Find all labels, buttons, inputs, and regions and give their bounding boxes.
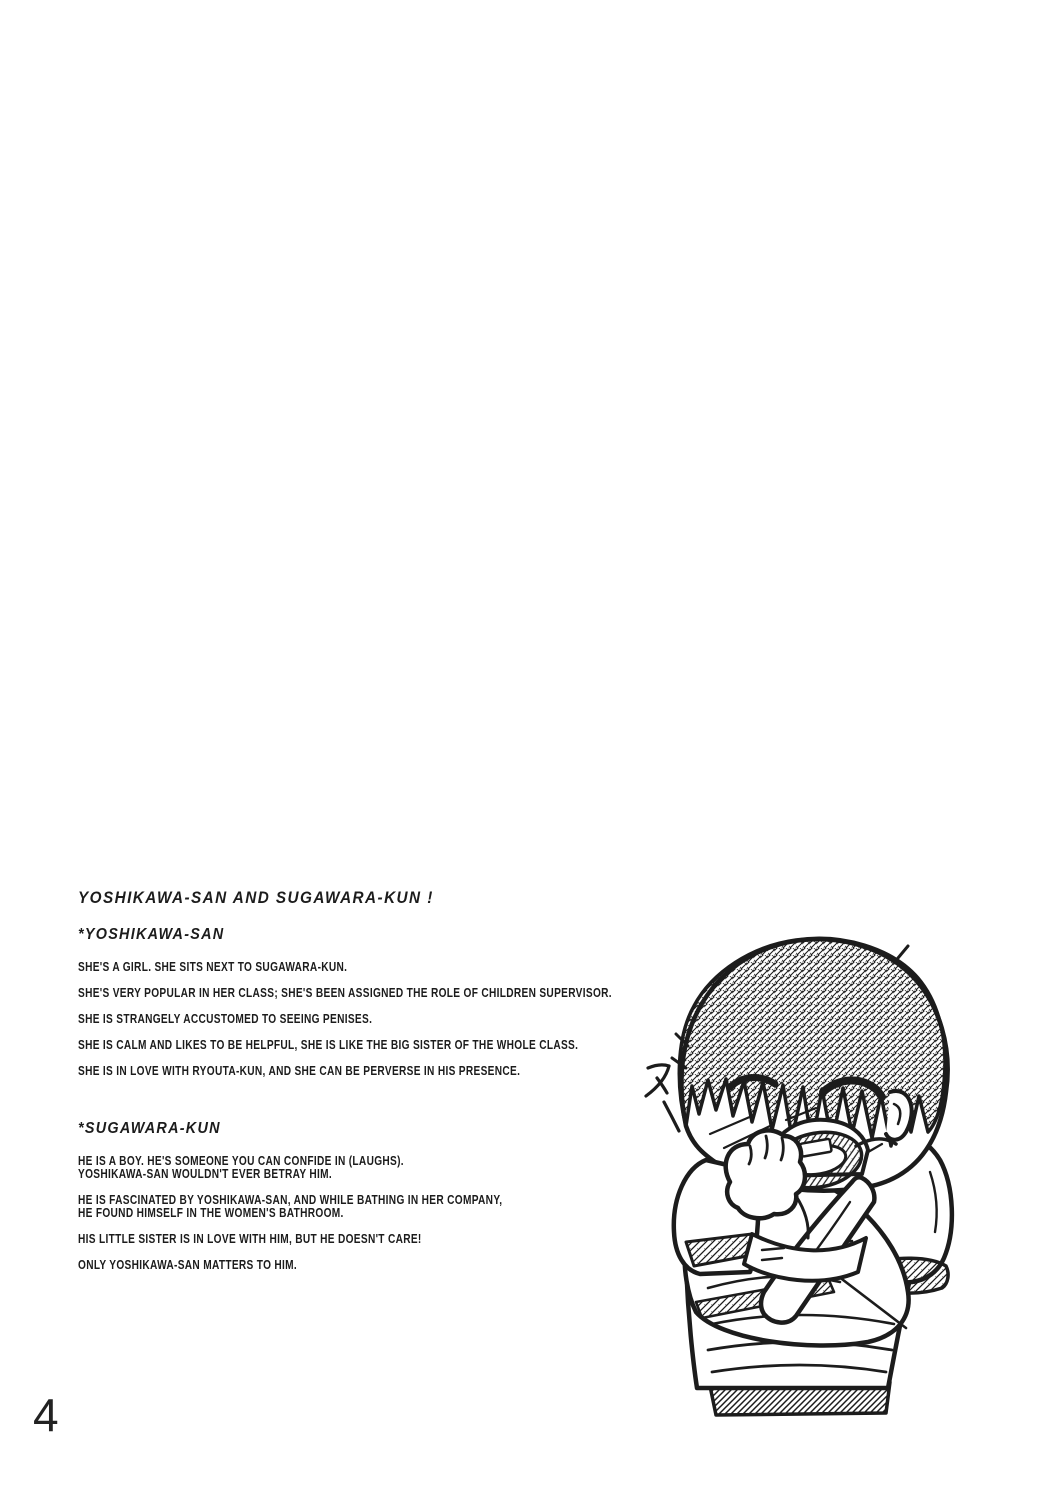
paragraph bbox=[78, 1062, 678, 1078]
text-line: SHE'S VERY POPULAR IN HER CLASS; SHE'S BEEN ASSIGNED THE ROLE OF CHILDREN SUPERVISOR. bbox=[78, 984, 612, 1000]
text-line: SHE IS CALM AND LIKES TO BE HELPFUL, SHE IS LIKE THE BIG SISTER OF THE WHOLE CLASS. bbox=[78, 1036, 579, 1052]
section-yoshikawa bbox=[78, 926, 678, 1091]
text-line: HE IS A BOY. HE'S SOMEONE YOU CAN CONFIDE IN (LAUGHS). bbox=[78, 1153, 404, 1168]
text-line: HE FOUND HIMSELF IN THE WOMEN'S BATHROOM. bbox=[78, 1204, 344, 1220]
text-line: ONLY YOSHIKAWA-SAN MATTERS TO HIM. bbox=[78, 1256, 298, 1272]
paragraph bbox=[78, 1010, 678, 1026]
section-sugawara bbox=[78, 1120, 678, 1284]
paragraph bbox=[78, 984, 678, 1000]
page-number: 4 bbox=[33, 1389, 59, 1441]
paragraph bbox=[78, 1036, 678, 1052]
paragraph bbox=[78, 1155, 678, 1181]
text-line: HE IS FASCINATED BY YOSHIKAWA-SAN, AND WHILE BATHING IN HER COMPANY, bbox=[78, 1191, 503, 1207]
text-line: YOSHIKAWA-SAN WOULDN'T EVER BETRAY HIM. bbox=[78, 1165, 333, 1181]
text-line: SHE'S A GIRL. SHE SITS NEXT TO SUGAWARA-KUN. bbox=[78, 959, 348, 974]
section-heading-sugawara: *SUGAWARA-KUN bbox=[78, 1120, 221, 1137]
paragraph bbox=[78, 961, 678, 974]
page-title: YOSHIKAWA-SAN AND SUGAWARA-KUN ! bbox=[78, 888, 434, 907]
sound-effect-su-icon bbox=[646, 1065, 679, 1131]
section-heading-yoshikawa: *YOSHIKAWA-SAN bbox=[78, 926, 225, 943]
text-line: SHE IS IN LOVE WITH RYOUTA-KUN, AND SHE CAN BE PERVERSE IN HIS PRESENCE. bbox=[78, 1062, 521, 1078]
paragraph bbox=[78, 1230, 678, 1246]
paragraph bbox=[78, 1191, 678, 1220]
boy-hugging-shirt-illustration bbox=[600, 920, 1045, 1500]
paragraph bbox=[78, 1256, 678, 1272]
text-line: HIS LITTLE SISTER IS IN LOVE WITH HIM, BUT HE DOESN'T CARE! bbox=[78, 1230, 422, 1246]
ear bbox=[886, 1091, 912, 1140]
text-line: SHE IS STRANGELY ACCUSTOMED TO SEEING PENISES. bbox=[78, 1010, 373, 1026]
